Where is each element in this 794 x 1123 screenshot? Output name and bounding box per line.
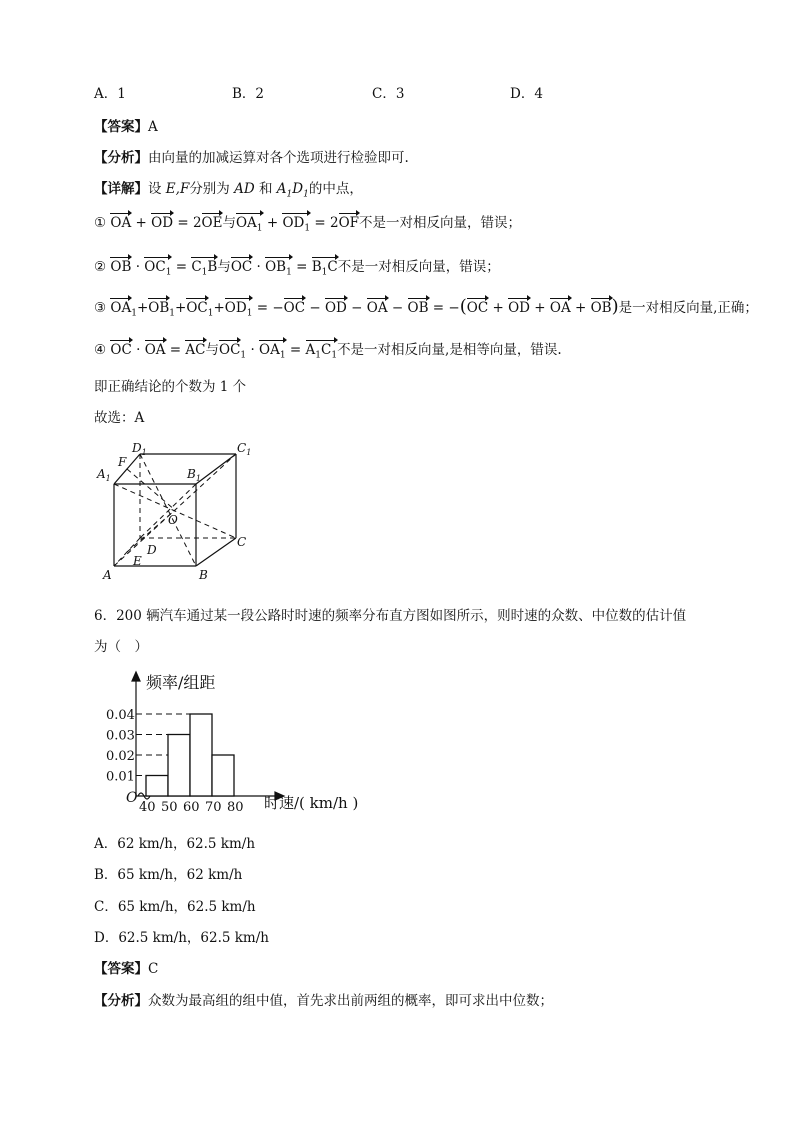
q6-option-d: D．62.5 km/h，62.5 km/h <box>94 930 269 946</box>
item-expression: OA + OD = 2OE与$OA_1 + OD_1 = 2OF$ <box>110 215 359 234</box>
item-mark: ③ <box>94 300 107 316</box>
analysis-text: 由向量的加减运算对各个选项进行检验即可. <box>148 150 409 166</box>
q6-stem-line2: 为（ ） <box>94 639 148 655</box>
detail-text-c: 和 <box>258 181 273 197</box>
label-d1: $D_1$ <box>132 441 147 457</box>
detail-text-b: 分别为 <box>189 181 230 197</box>
x-tick-label: 50 <box>161 800 178 815</box>
label-b: B <box>199 568 208 582</box>
y-axis-arrow <box>132 672 140 681</box>
item-1 <box>94 211 521 234</box>
x-tick-label: 70 <box>205 800 222 815</box>
detail-segment-a1d1: $A_1D_1$ <box>276 181 309 200</box>
x-tick-label: 60 <box>183 800 200 815</box>
histogram-bar <box>168 735 190 797</box>
origin-label: O <box>126 790 138 806</box>
item-mark: ④ <box>94 342 107 358</box>
label-o: O <box>168 513 178 527</box>
item-text: 不是一对相反向量，错误； <box>359 215 521 231</box>
q6-option-c: C．65 km/h，62.5 km/h <box>94 899 256 915</box>
q5-option-a: A．1 <box>94 86 126 102</box>
label-c1: $C_1$ <box>237 441 252 457</box>
q5-option-c: C．3 <box>372 86 405 102</box>
label-b1: $B_1$ <box>187 467 201 483</box>
y-axis-label: 频率/组距 <box>146 673 216 692</box>
detail-text-a: 设 <box>148 181 162 197</box>
histogram-bar <box>190 714 212 796</box>
q6-analysis <box>94 989 553 1009</box>
q6-option-a: A．62 km/h，62.5 km/h <box>94 836 256 852</box>
q6-option-b: B．65 km/h，62 km/h <box>94 867 243 883</box>
cube-figure <box>94 438 264 586</box>
y-tick-label: 0.03 <box>106 728 135 744</box>
item-4 <box>94 338 562 361</box>
label-a: A <box>103 568 112 582</box>
q5-option-b: B．2 <box>232 86 265 102</box>
y-tick-label: 0.04 <box>106 708 135 723</box>
answer-value: A <box>148 119 158 135</box>
label-f: F <box>118 455 127 469</box>
x-axis-label: 时速/( km/h ) <box>264 794 359 812</box>
detail-segment-ad: AD <box>234 181 255 197</box>
item-expression: $OA_1+OB_1+OC_1+OD_1 = -OC$ − OD − OA − OB = −(OC + OD + OA + OB) <box>110 296 619 319</box>
item-text: 不是一对相反向量，错误； <box>337 259 500 275</box>
label-e: E <box>133 554 142 568</box>
analysis-text: 众数为最高组的组中值，首先求出前两组的概率，即可求出中位数； <box>148 993 553 1009</box>
analysis-tag: 【分析】 <box>94 150 148 166</box>
y-tick-label: 0.02 <box>106 749 135 764</box>
analysis-tag: 【分析】 <box>94 993 148 1009</box>
detail-points-ef: E,F <box>165 181 190 197</box>
label-a1: $A_1$ <box>97 467 111 483</box>
histogram-bar <box>146 776 168 797</box>
histogram-chart <box>104 668 366 816</box>
q5-option-d: D．4 <box>510 86 543 102</box>
item-text: 不是一对相反向量,是相等向量，错误. <box>337 342 562 358</box>
label-d: D <box>147 543 157 557</box>
q5-analysis <box>94 146 409 166</box>
item-mark: ① <box>94 215 107 231</box>
item-text: 是一对相反向量,正确； <box>618 300 758 316</box>
q5-answer <box>94 115 158 135</box>
answer-value: C <box>148 961 159 977</box>
x-tick-label: 40 <box>139 800 156 815</box>
histogram-bar <box>212 755 234 796</box>
q5-conclusion: 即正确结论的个数为 1 个 <box>94 379 247 395</box>
label-c: C <box>237 535 247 549</box>
y-tick-label: 0.01 <box>106 769 135 785</box>
q6-stem-line1: 6．200 辆汽车通过某一段公路时时速的频率分布直方图如图所示，则时速的众数、中位数的估计值 <box>94 608 687 624</box>
detail-tag: 【详解】 <box>94 181 148 197</box>
item-expression: OC · OA = AC与$OC_1 \cdot OA_1 = A_1C_1$ <box>110 342 338 361</box>
item-mark: ② <box>94 259 107 275</box>
q5-choice: 故选：A <box>94 410 145 426</box>
detail-text-d: 的中点， <box>308 181 363 197</box>
x-tick-label: 80 <box>227 800 244 815</box>
q5-detail <box>94 177 363 200</box>
item-2 <box>94 255 500 278</box>
item-3 <box>94 296 758 319</box>
q6-answer <box>94 957 158 977</box>
answer-tag: 【答案】 <box>94 119 148 135</box>
item-expression: OB · $OC_1 = C_1B$与OC · $OB_1 = B_1C$ <box>110 259 338 278</box>
answer-tag: 【答案】 <box>94 961 148 977</box>
